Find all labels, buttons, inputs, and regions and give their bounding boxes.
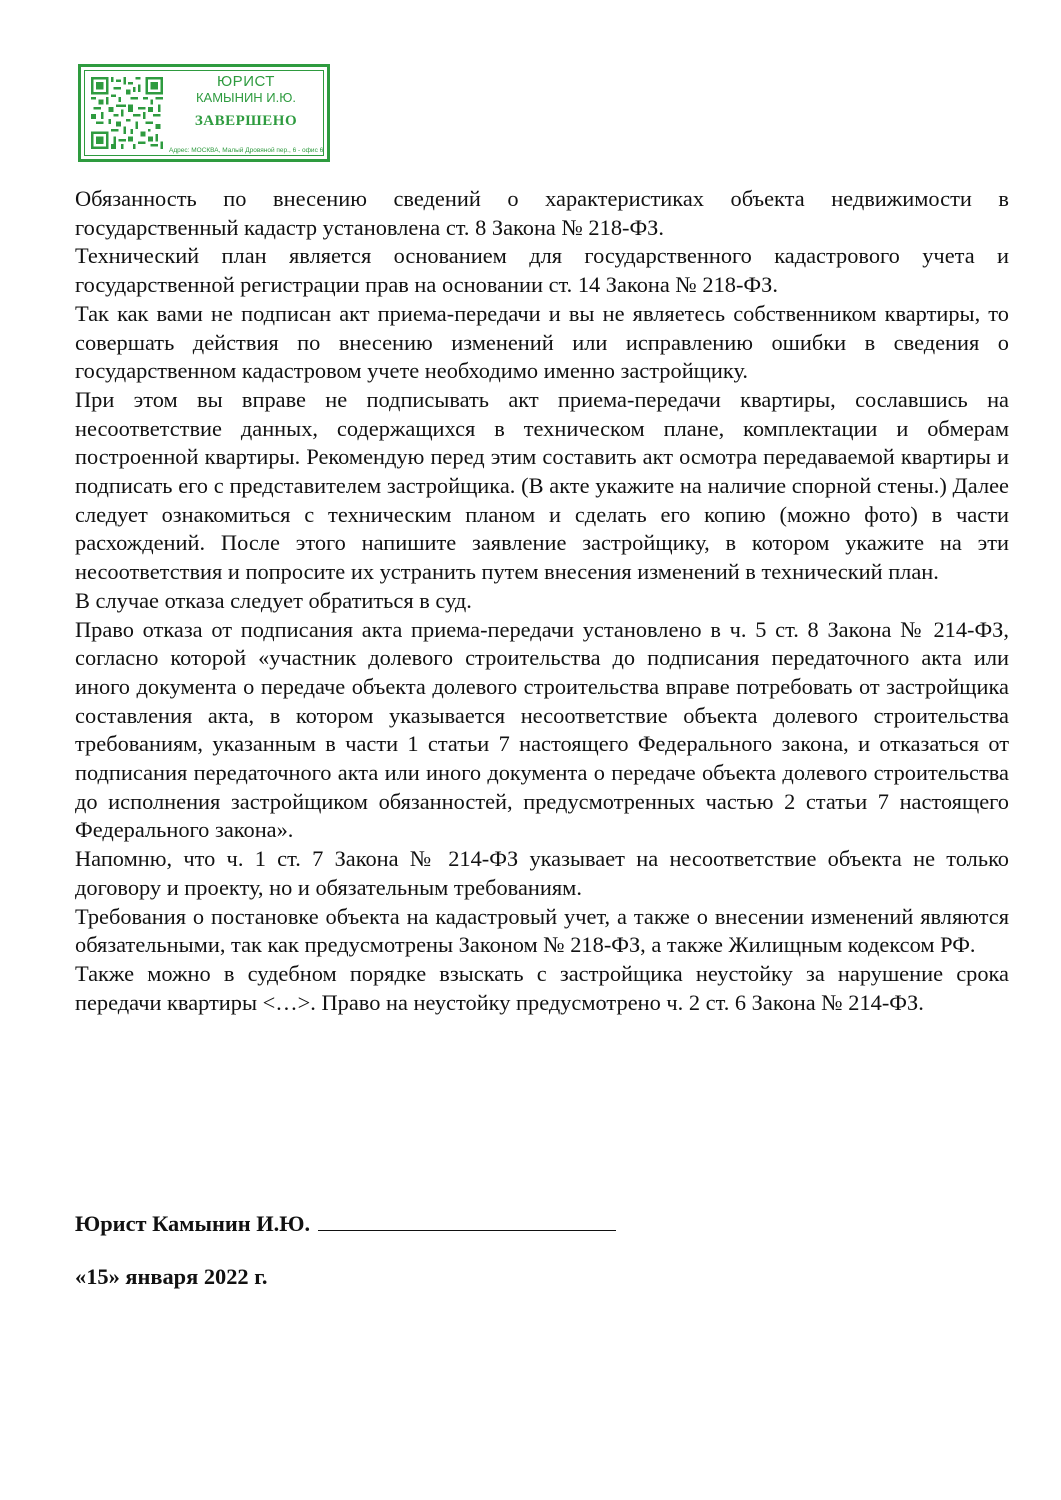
paragraph-1: Обязанность по внесению сведений о характеристиках объекта недвижимости в государственный кадастр установлена ст. 8 Закона № 218-ФЗ.: [75, 186, 1009, 240]
signature-block: [75, 1208, 616, 1238]
paragraph-2: Технический план является основанием для государственного кадастрового учета и государственной регистрации прав на основании ст. 14 Закона № 218-ФЗ.: [75, 243, 1009, 298]
paragraph-6: Право отказа от подписания акта приема-передачи установлено в ч. 5 ст. 8 Закона № 214-ФЗ, согласно которой «участник долевого строительства до подписания передаточного акта или иного документа о передаче объекта долевого строительства вправе потребовать от застройщика составления акта, в котором указывается несоответствие объекта долевого строительства требованиям, указанным в части 1 статьи 7 настоящего Федерального закона, и отказаться от подписания передаточного акта или иного документа о передаче объекта долевого строительства до исполнения застройщиком обязанностей, предусмотренных частью 2 статьи 7 настоящего Федерального закона».: [75, 616, 1009, 843]
qr-code-icon: [91, 77, 163, 149]
stamp-text-block: [169, 73, 323, 130]
paragraph-7: Напомню, что ч. 1 ст. 7 Закона № 214-ФЗ указывает на несоответствие объекта не только договору и проекту, но и обязательным требованиям.: [75, 846, 1009, 900]
stamp-status: ЗАВЕРШЕНО: [194, 113, 298, 129]
signature-label: Юрист Камынин И.Ю.: [75, 1211, 311, 1236]
stamp-address: Адрес: МОСКВА, Малый Дровяной пер., 6 - офис 6: [169, 147, 324, 154]
document-date: «15» января 2022 г.: [75, 1264, 268, 1289]
paragraph-5: В случае отказа следует обратиться в суд.: [75, 587, 472, 613]
paragraph-8: Требования о постановке объекта на кадастровый учет, а также о внесении изменений являются обязательными, так как предусмотрены Законом № 218-ФЗ, а также Жилищным кодексом РФ.: [75, 903, 1009, 958]
document-body: [75, 185, 1009, 1017]
paragraph-9: Также можно в судебном порядке взыскать с застройщика неустойку за нарушение срока передачи квартиры <…>. Право на неустойку предусмотрено ч. 2 ст. 6 Закона № 214-ФЗ.: [75, 960, 1009, 1015]
signature-line: [318, 1208, 616, 1231]
lawyer-stamp: [78, 64, 330, 162]
paragraph-4: При этом вы вправе не подписывать акт приема-передачи квартиры, сославшись на несоответствие данных, содержащихся в техническом плане, комплектации и обмерам построенной квартиры. Рекомендую перед этим составить акт осмотра передаваемой квартиры и подписать его с представителем застройщика. (В акте укажите на наличие спорной стены.) Далее следует ознакомиться с техническим планом и сделать его копию (можно фото) в части расхождений. После этого напишите заявление застройщику, в котором укажите на эти несоответствия и попросите их устранить путем внесения изменений в технический план.: [75, 386, 1009, 585]
stamp-role: ЮРИСТ: [217, 73, 275, 90]
paragraph-3: Так как вами не подписан акт приема-передачи и вы не являетесь собственником квартиры, то совершать действия по внесению изменений или исправлению ошибки в сведения о государственном кадастровом учете необходимо именно застройщику.: [75, 300, 1009, 384]
stamp-name: КАМЫНИН И.Ю.: [195, 90, 296, 105]
